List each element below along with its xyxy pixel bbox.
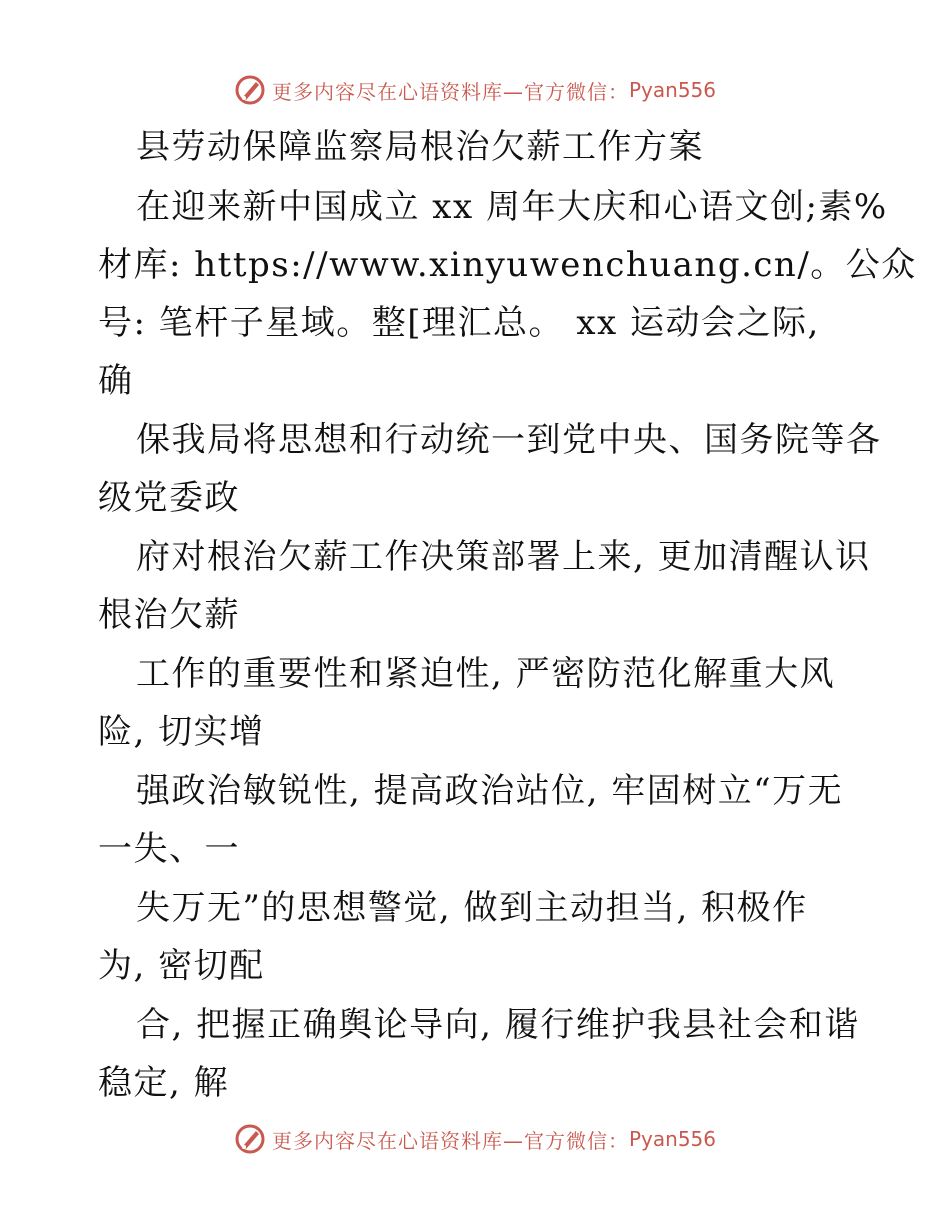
watermark-text: 更多内容尽在心语资料库—官方微信： <box>271 79 629 104</box>
body-line: 号: 笔杆子星域。整[理汇总。 xx 运动会之际, <box>98 303 820 343</box>
body-line: 稳定, 解 <box>98 1063 230 1103</box>
body-line: 确 <box>98 361 134 401</box>
watermark-handle: Pyan556 <box>628 1127 716 1151</box>
footer-watermark <box>0 1119 950 1159</box>
pen-logo-icon <box>234 74 266 106</box>
body-line: 材库: https://www.xinyuwenchuang.cn/。公众 <box>98 245 917 285</box>
document-title: 县劳动保障监察局根治欠薪工作方案 <box>136 127 704 167</box>
watermark-text: 更多内容尽在心语资料库—官方微信： <box>271 1128 629 1153</box>
body-line: 府对根治欠薪工作决策部署上来, 更加清醒认识 <box>136 537 871 577</box>
body-line: 保我局将思想和行动统一到党中央、国务院等各 <box>136 420 882 460</box>
watermark-handle: Pyan556 <box>628 78 716 102</box>
body-line: 为, 密切配 <box>98 946 265 986</box>
body-line: 强政治敏锐性, 提高政治站位, 牢固树立“万无 <box>136 771 844 811</box>
pen-logo-icon <box>234 1123 266 1155</box>
header-watermark <box>0 70 950 110</box>
body-line: 根治欠薪 <box>98 595 240 635</box>
body-line: 险, 切实增 <box>98 712 265 752</box>
body-line: 合, 把握正确舆论导向, 履行维护我县社会和谐 <box>136 1005 860 1045</box>
body-line: 工作的重要性和紧迫性, 严密防范化解重大风 <box>136 654 836 694</box>
body-line: 一失、一 <box>98 829 240 869</box>
body-line: 在迎来新中国成立 xx 周年大庆和心语文创;素% <box>136 187 888 227</box>
body-line: 失万无”的思想警觉, 做到主动担当, 积极作 <box>136 888 808 928</box>
body-line: 级党委政 <box>98 478 240 518</box>
